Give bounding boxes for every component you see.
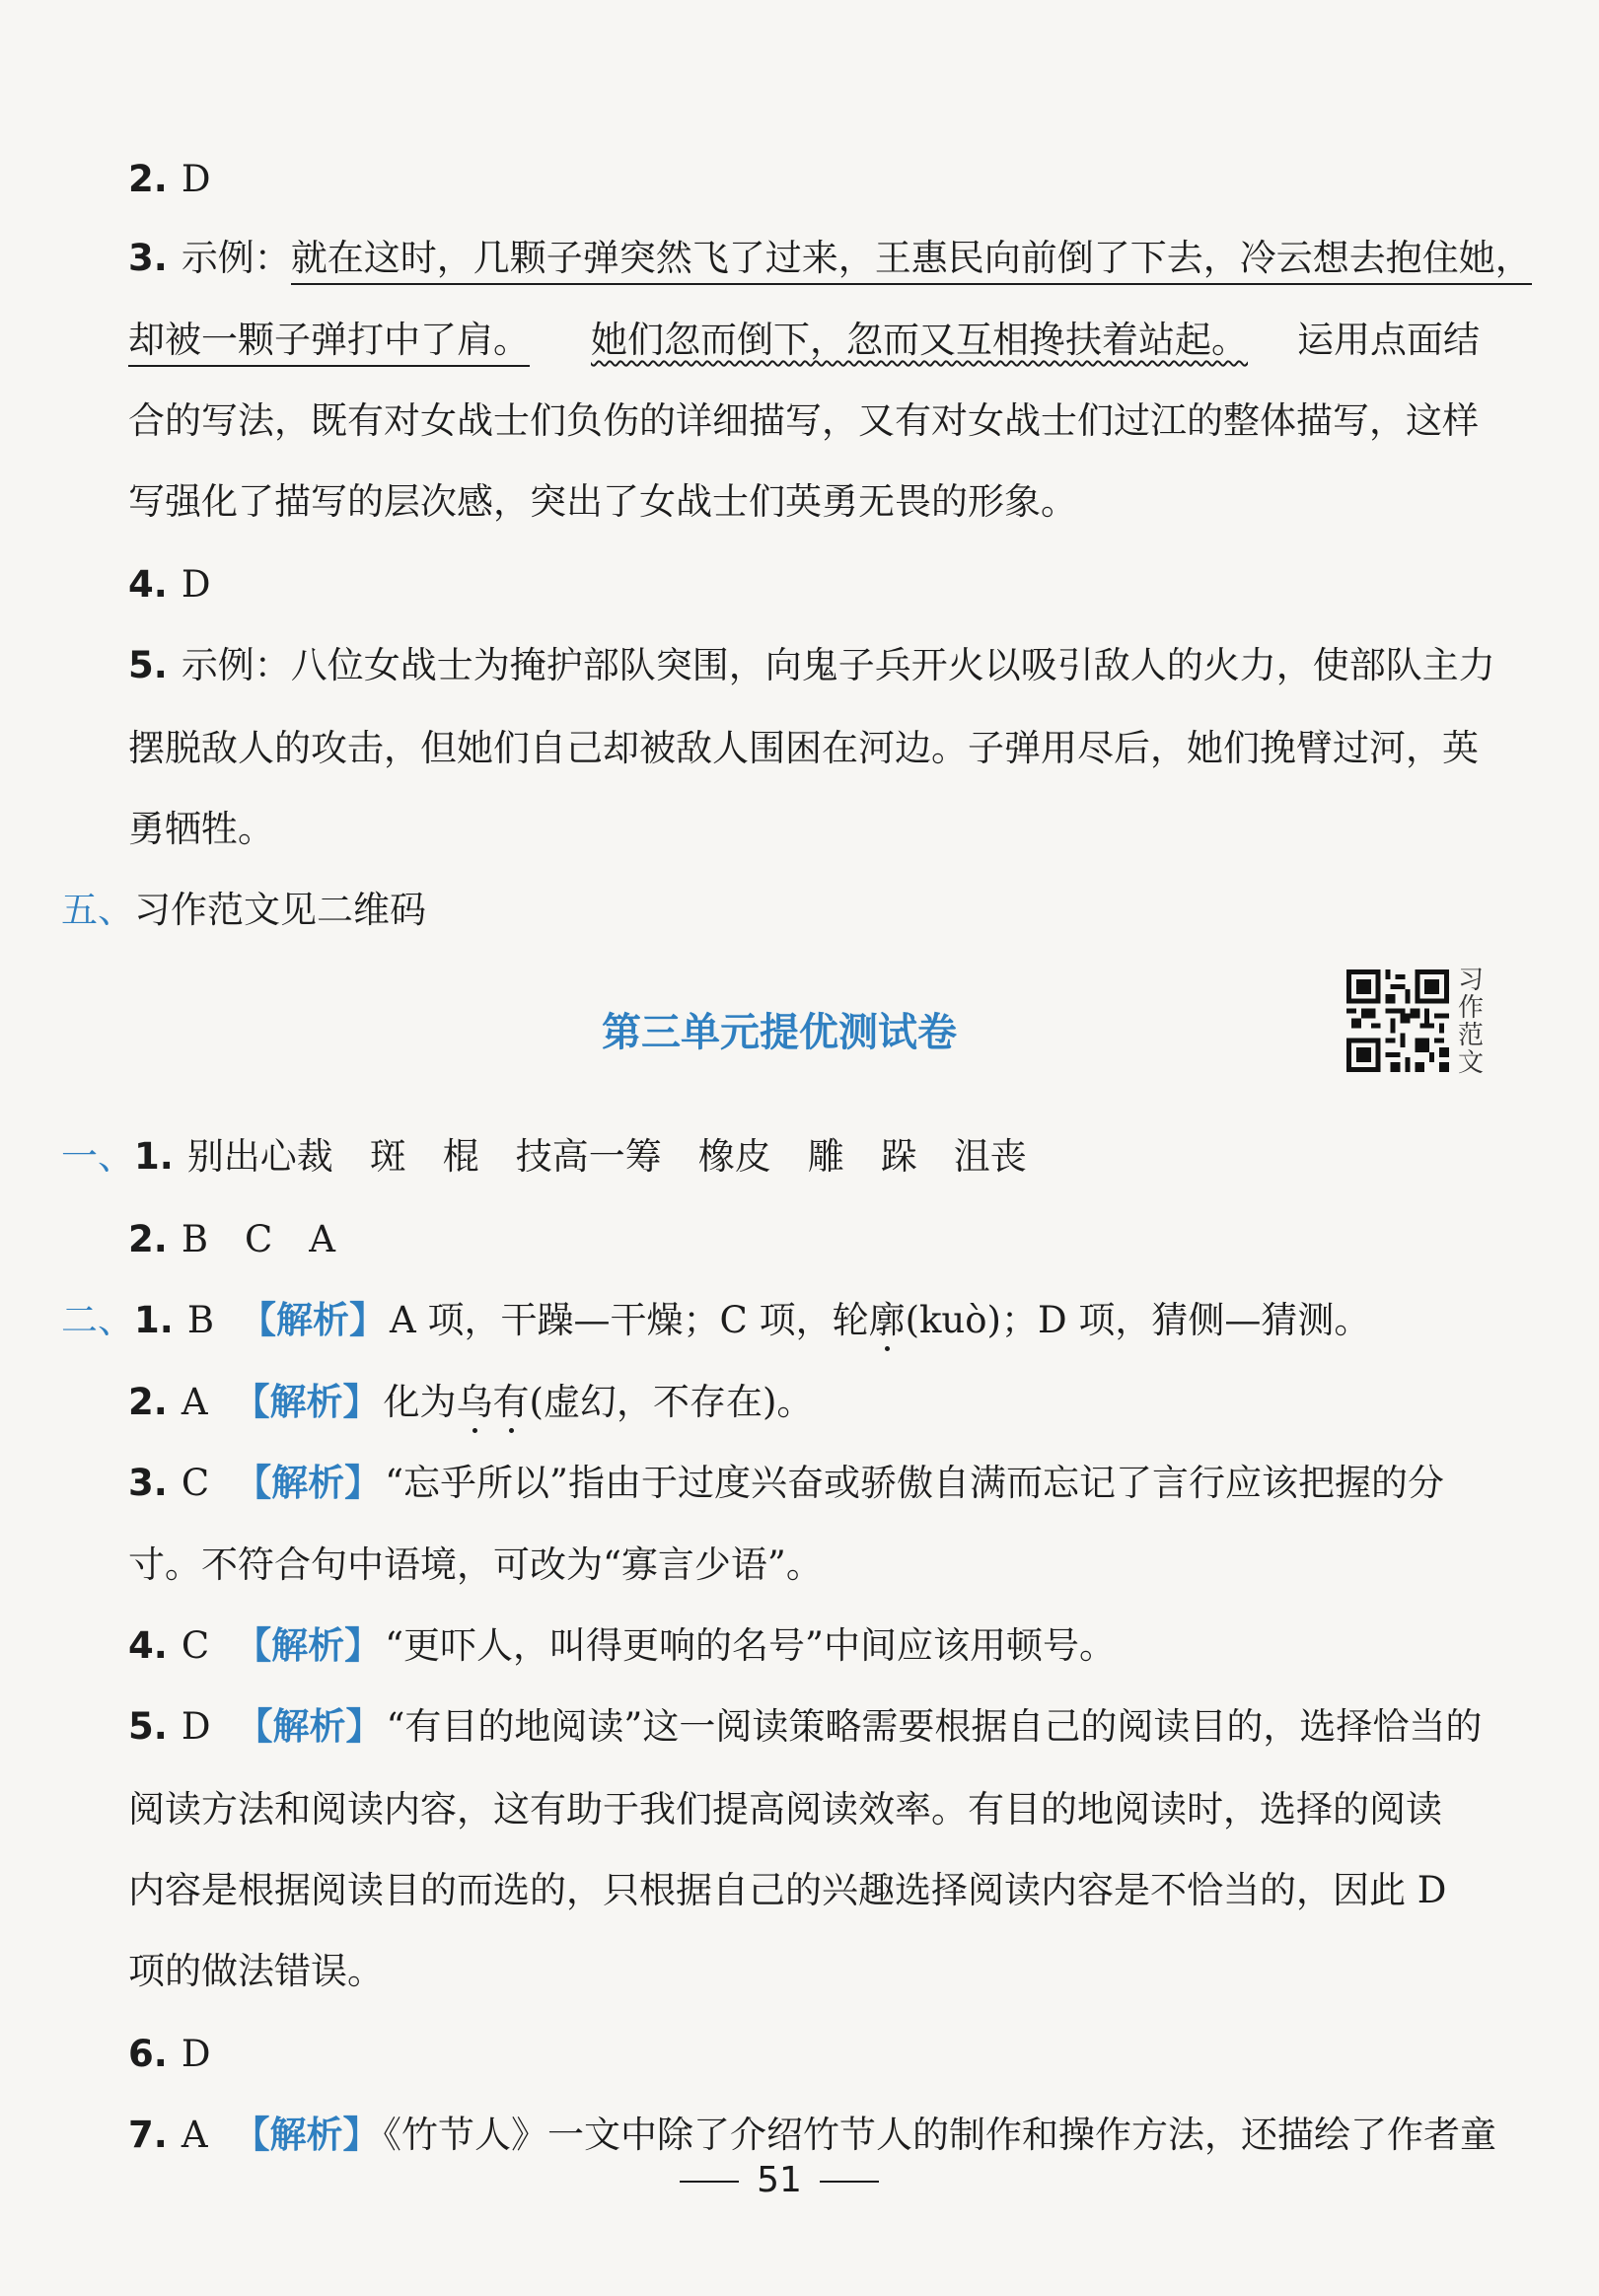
- analysis-tag: 【解析】: [235, 1462, 382, 1504]
- part2-q5-line3: 内容是根据阅读目的而选的，只根据自己的兴趣选择阅读内容是不恰当的，因此 D: [128, 1869, 1447, 1911]
- answer-5-line3: 勇牺牲。: [128, 808, 274, 850]
- answer-4: 4. D: [128, 563, 211, 606]
- part2-q3-line2: 寸。不符合句中语境，可改为“寡言少语”。: [128, 1543, 823, 1586]
- part2-q2: 2. A 【解析】 化为乌有(虚幻，不存在)。: [128, 1381, 814, 1423]
- analysis-tag: 【解析】: [240, 1299, 387, 1341]
- answer-3-line2: 却被一颗子弹打中了肩。 她们忽而倒下，忽而又互相搀扶着站起。 运用点面结: [128, 316, 1480, 365]
- part2-q7: 7. A 【解析】 《竹节人》一文中除了介绍竹节人的制作和操作方法，还描绘了作者童: [128, 2114, 1497, 2156]
- answer-3-line3: 合的写法，既有对女战士们负伤的详细描写，又有对女战士们过江的整体描写，这样: [128, 399, 1479, 442]
- analysis-tag: 【解析】: [233, 1381, 380, 1423]
- underlined-sentence: 就在这时，几颗子弹突然飞了过来，王惠民向前倒了下去，冷云想去抱住她，: [291, 237, 1532, 285]
- emphasis-dot-char: 有: [492, 1381, 530, 1423]
- answer-5-line2: 摆脱敌人的攻击，但她们自己却被敌人围困在河边。子弹用尽后，她们挽臂过河，英: [128, 727, 1479, 769]
- part2-q5-line2: 阅读方法和阅读内容，这有助于我们提高阅读效率。有目的地阅读时，选择的阅读: [128, 1788, 1442, 1830]
- underlined-sentence-end: 却被一颗子弹打中了肩。: [128, 319, 530, 367]
- answer-3: 3. 示例：就在这时，几颗子弹突然飞了过来，王惠民向前倒了下去，冷云想去抱住她，: [128, 234, 1532, 283]
- answer-2: 2. D: [128, 158, 211, 200]
- part2-q1: 二、1. B 【解析】 A 项，干躁—干燥；C 项，轮廓(kuò)；D 项，猜侧—猜测。: [61, 1299, 1371, 1341]
- part1-q2: 2. B C A: [128, 1218, 336, 1260]
- part2-q3: 3. C 【解析】 “忘乎所以”指由于过度兴奋或骄傲自满而忘记了言行应该把握的分: [128, 1462, 1444, 1504]
- qr-code-label: 习作范文: [1458, 966, 1485, 1078]
- emphasis-dot-char: 廓: [868, 1299, 906, 1341]
- part2-q5: 5. D 【解析】 “有目的地阅读”这一阅读策略需要根据自己的阅读目的，选择恰当的: [128, 1705, 1483, 1748]
- qr-code-icon[interactable]: [1346, 969, 1449, 1072]
- part2-q6: 6. D: [128, 2033, 211, 2075]
- page-number: 51: [0, 2160, 1559, 2200]
- part1-q1: 一、1. 别出心裁 斑 棍 技高一筹 橡皮 雕 跺 沮丧: [61, 1135, 1027, 1178]
- part2-q4: 4. C 【解析】 “更吓人，叫得更响的名号”中间应该用顿号。: [128, 1624, 1116, 1667]
- emphasis-dot-char: 乌: [456, 1381, 493, 1423]
- section-five: 五、习作范文见二维码: [61, 889, 426, 931]
- part2-q5-line4: 项的做法错误。: [128, 1950, 384, 1992]
- unit-test-title: 第三单元提优测试卷: [602, 1010, 957, 1055]
- answer-5: 5. 示例：八位女战士为掩护部队突围，向鬼子兵开火以吸引敌人的火力，使部队主力: [128, 644, 1495, 686]
- analysis-tag: 【解析】: [233, 2114, 380, 2156]
- analysis-tag: 【解析】: [236, 1705, 383, 1748]
- wavy-underlined-sentence: 她们忽而倒下，忽而又互相搀扶着站起。: [591, 319, 1248, 361]
- analysis-tag: 【解析】: [235, 1624, 382, 1667]
- answer-3-line4: 写强化了描写的层次感，突出了女战士们英勇无畏的形象。: [128, 480, 1077, 523]
